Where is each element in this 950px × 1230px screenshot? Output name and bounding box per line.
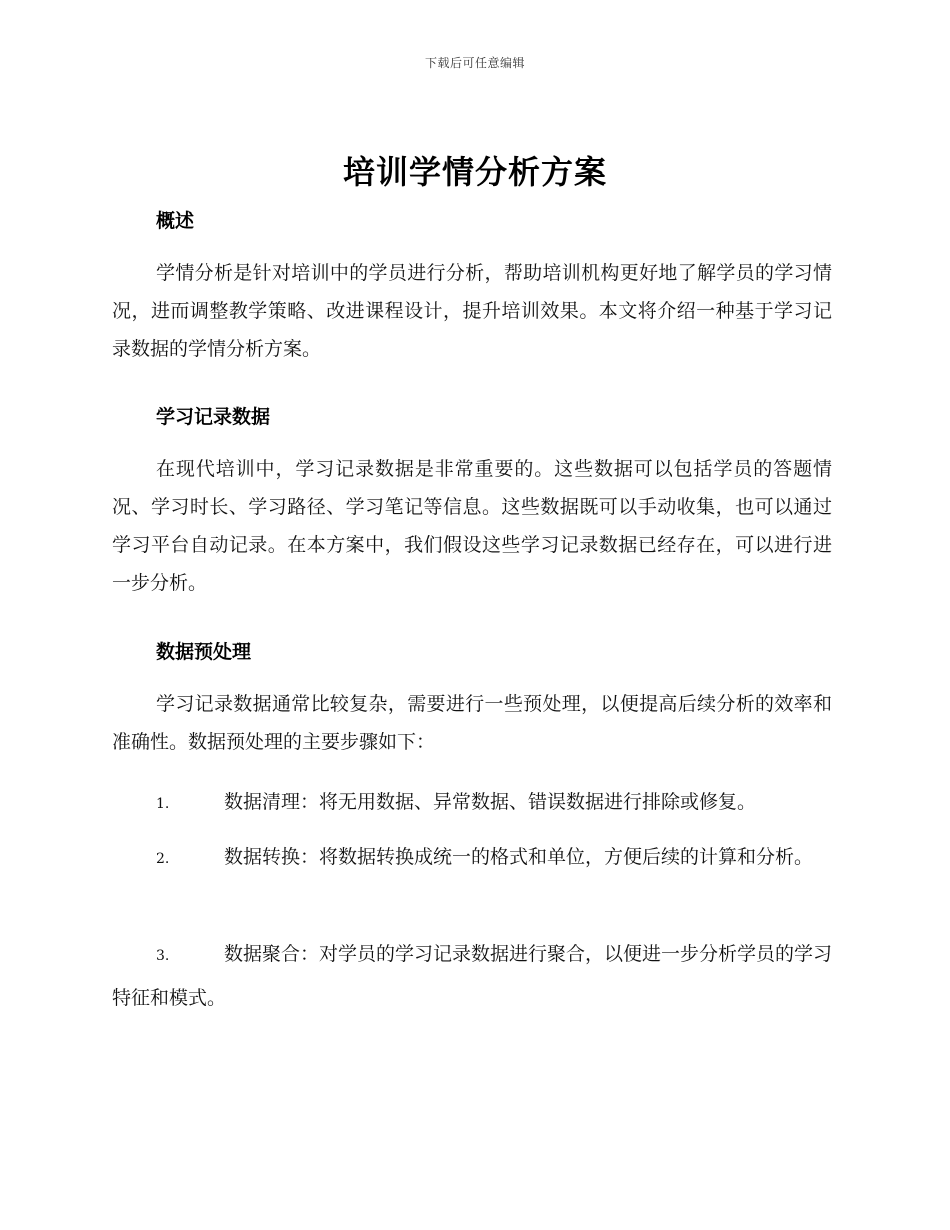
- section-heading-preprocessing: 数据预处理: [156, 641, 252, 663]
- section-heading-overview: 概述: [156, 210, 195, 232]
- header-note: 下载后可任意编辑: [424, 56, 525, 70]
- document-title: 培训学情分析方案: [342, 153, 607, 191]
- list-item-number: 3.: [156, 948, 170, 964]
- paragraph-overview: 学情分析是针对培训中的学员进行分析，帮助培训机构更好地了解学员的学习情况，进而调整教学策略、改进课程设计，提升培训效果。本文将介绍一种基于学习记录数据的学情分析方案。: [112, 262, 832, 360]
- paragraph-preprocessing: 学习记录数据通常比较复杂，需要进行一些预处理，以便提高后续分析的效率和准确性。数据预处理的主要步骤如下：: [112, 693, 832, 753]
- list-item: [112, 836, 832, 880]
- list-item: [112, 933, 832, 1019]
- list-item-text: 数据聚合：对学员的学习记录数据进行聚合，以便进一步分析学员的学习特征和模式。: [112, 943, 833, 1009]
- list-item: [112, 781, 832, 825]
- list-item-number: 1.: [156, 796, 170, 812]
- list-item-text: 数据清理：将无用数据、异常数据、错误数据进行排除或修复。: [224, 791, 757, 813]
- section-heading-learning-records: 学习记录数据: [156, 406, 271, 428]
- list-item-text: 数据转换：将数据转换成统一的格式和单位，方便后续的计算和分析。: [224, 846, 814, 868]
- list-item-number: 2.: [156, 851, 170, 867]
- paragraph-learning-records: 在现代培训中，学习记录数据是非常重要的。这些数据可以包括学员的答题情况、学习时长、学习路径、学习笔记等信息。这些数据既可以手动收集，也可以通过学习平台自动记录。在本方案中，我们假设这些学习记录数据已经存在，可以进行进一步分析。: [112, 458, 832, 594]
